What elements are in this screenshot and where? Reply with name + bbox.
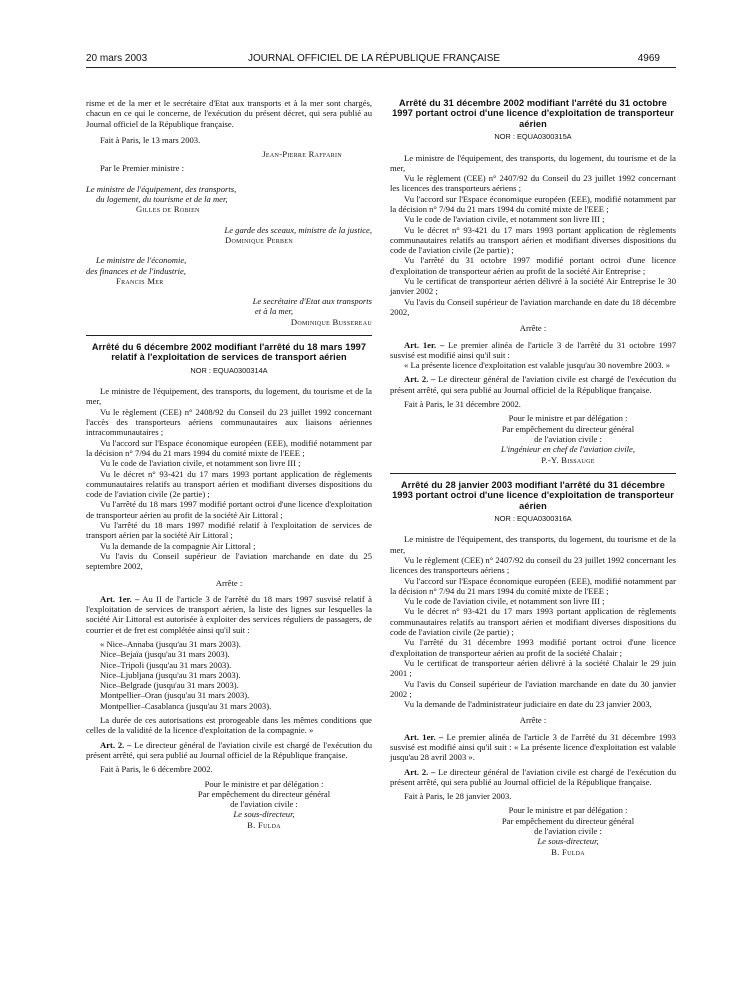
delegation-line: Pour le ministre et par délégation : — [204, 778, 324, 789]
route-item: Nice–Tripoli (jusqu'au 31 mars 2003). — [100, 659, 232, 670]
visa-5: Vu le décret n° 93-421 du 17 mars 1993 portant application de règlements communautaires relatifs au transport aérien et modifiant diverses dispositions du code de l'aviation civile (2e partie) ; — [390, 606, 676, 638]
visa-2: Vu le règlement (CEE) n° 2407/92 du Conseil du 23 juillet 1992 concernant les licences des transporteurs aériens ; — [390, 173, 676, 194]
minister-equip-title-1: Le ministre de l'équipement, des transports, — [86, 183, 237, 194]
delegation-line: Pour le ministre et par délégation : — [508, 805, 628, 816]
minister-equip-title-2: du logement, du tourisme et de la mer, — [96, 194, 228, 205]
delegation-line: de l'aviation civile : — [534, 826, 602, 837]
visa-4: Vu le code de l'aviation civile, et notamment son livre III ; — [404, 214, 605, 225]
sec-name: Dominique Bussereau — [290, 316, 372, 327]
visa-6: Vu l'arrêté du 18 mars 1997 modifié portant octroi d'une licence d'exploitation de transporteur aérien au profit de la société Air Littoral ; — [86, 499, 372, 520]
justice-title: Le garde des sceaux, ministre de la justice, — [224, 224, 372, 235]
sec-title-1: Le secrétaire d'Etat aux transports — [252, 296, 372, 307]
visa-6: Vu l'arrêté du 31 décembre 1993 modifié portant octroi d'une licence d'exploitation de transporteur aérien au profit de la société Chalair ; — [390, 637, 676, 658]
article-2-label: Art. 2. – — [404, 374, 436, 385]
delegation-line: Par empêchement du directeur général — [501, 423, 635, 434]
delegation-line: de l'aviation civile : — [230, 799, 298, 810]
arrete-word: Arrête : — [215, 577, 243, 588]
header-rule — [86, 67, 676, 68]
route-item: Montpellier–Oran (jusqu'au 31 mars 2003). — [100, 690, 250, 701]
delegation-block — [390, 805, 676, 856]
route-item: Nice–Bejaïa (jusqu'au 31 mars 2003). — [100, 649, 230, 660]
left-column — [86, 98, 372, 830]
visa-1: Le ministre de l'équipement, des transports, du logement, du tourisme et de la mer, — [390, 534, 676, 555]
delegation-block — [86, 779, 372, 830]
delegation-role: Le sous-directeur, — [537, 836, 599, 847]
visa-3: Vu l'accord sur l'Espace économique européen (EEE), modifié notamment par la décision n° 7/94 du 21 mars 1994 du comité mixte de l'EEE ; — [86, 437, 372, 458]
article-1-quote: « La présente licence d'exploitation est valable jusqu'au 30 novembre 2003. » — [404, 360, 671, 371]
eco-name: Francis Mer — [116, 275, 164, 286]
visa-8: Vu la demande de la compagnie Air Littoral ; — [100, 540, 256, 551]
visa-8: Vu l'avis du Conseil supérieur de l'aviation marchande en date du 18 décembre 2002, — [390, 296, 676, 317]
justice-name: Dominique Perben — [225, 234, 293, 245]
visa-4: Vu le code de l'aviation civile, et notamment son livre III ; — [100, 458, 301, 469]
visa-2: Vu le règlement (CEE) n° 2407/92 du conseil du 23 juillet 1992 concernant les licences des transporteurs aériens ; — [390, 554, 676, 576]
visa-8: Vu l'avis du Conseil supérieur de l'aviation marchande en date du 30 janvier 2002 ; — [390, 678, 676, 699]
duration-clause: La durée de ces autorisations est prorogeable dans les mêmes conditions que celles de la validité de la licence d'exploitation de la compagnie. » — [86, 715, 372, 736]
route-item: « Nice–Annaba (jusqu'au 31 mars 2003). — [100, 638, 241, 649]
sec-title-2: et à la mer, — [254, 306, 294, 317]
delegation-block — [390, 413, 676, 464]
section-separator — [86, 335, 372, 336]
nor-reference: NOR : EQUA0300314A — [190, 365, 268, 375]
article-1-label: Art. 1er. – — [404, 731, 444, 742]
article-2-text: Le directeur général de l'aviation civile est chargé de l'exécution du présent arrêté, qui sera publié au Journal officiel de la République française. — [390, 766, 676, 787]
nor-reference: NOR : EQUA0300315A — [494, 132, 572, 142]
visa-9: Vu l'avis du Conseil supérieur de l'aviation marchande en date du 25 septembre 2002, — [86, 550, 372, 572]
pm-signature: Jean-Pierre Raffarin — [262, 149, 342, 160]
article-1-text: Le premier alinéa de l'article 3 de l'arrêté du 31 octobre 1997 susvisé est modifié ainsi qu'il suit : — [390, 339, 676, 360]
route-item: Nice–Ljubljana (jusqu'au 31 mars 2003). — [100, 669, 241, 680]
article-2-text: Le directeur général de l'aviation civile est chargé de l'exécution du présent arrêté, qui sera publié au Journal officiel de la République française. — [390, 374, 676, 395]
article-1-text: Le premier alinéa de l'article 3 de l'arrêté du 31 décembre 1993 susvisé est modifié ainsi qu'il suit : « La présente licence d'exploitation est valable jusqu'au 28 avril 2003 ». — [390, 731, 676, 763]
article-2-label: Art. 2. – — [100, 739, 132, 750]
visa-6: Vu l'arrêté du 31 octobre 1997 modifié portant octroi d'une licence d'exploitation de transporteur aérien au profit de la société Air Entreprise ; — [390, 255, 676, 276]
visa-9: Vu la demande de l'administrateur judiciaire en date du 23 janvier 2003, — [404, 699, 652, 710]
article-2 — [390, 767, 676, 788]
eco-title-1: Le ministre de l'économie, — [96, 255, 187, 266]
article-2-label: Art. 2. – — [404, 766, 436, 777]
visa-3: Vu l'accord sur l'Espace économique européen (EEE), modifié notamment par la décision n° 7/94 du 21 mars 1994 du comité mixte de l'EEE ; — [390, 575, 676, 596]
decree-continuation: risme et de la mer et le secrétaire d'Etat aux transports et à la mer sont chargés, chacun en ce qui le concerne, de l'exécution du présent décret, qui sera publié au Journal officiel de la République française. — [86, 98, 372, 129]
visa-7: Vu l'arrêté du 18 mars 1997 modifié relatif à l'exploitation de services de transport aérien par la société Air Littoral ; — [86, 520, 372, 541]
journal-title: JOURNAL OFFICIEL DE LA RÉPUBLIQUE FRANÇAISE — [247, 53, 501, 64]
header-date: 20 mars 2003 — [86, 53, 148, 64]
article-1 — [390, 732, 676, 763]
article-2-text: Le directeur général de l'aviation civile est chargé de l'exécution du présent arrêté, qui sera publié au Journal officiel de la République française. — [86, 739, 372, 760]
article-1 — [86, 594, 372, 635]
eco-title-2: des finances et de l'industrie, — [86, 265, 186, 276]
route-item: Nice–Belgrade (jusqu'au 31 mars 2003). — [100, 680, 239, 691]
arrete-title: Arrêté du 6 décembre 2002 modifiant l'arrêté du 18 mars 1997 relatif à l'exploitation de services de transport aérien — [91, 342, 367, 363]
arrete-done-at: Fait à Paris, le 31 décembre 2002. — [404, 399, 521, 410]
article-2 — [390, 374, 676, 395]
delegation-name: B. Fulda — [551, 846, 585, 857]
visa-1: Le ministre de l'équipement, des transports, du logement, du tourisme et de la mer, — [390, 152, 676, 173]
arrete-title: Arrêté du 31 décembre 2002 modifiant l'arrêté du 31 octobre 1997 portant octroi d'une licence d'exploitation de transporteur aérien — [392, 98, 674, 129]
article-1 — [390, 340, 676, 361]
article-1-text: Au II de l'article 3 de l'arrêté du 18 mars 1997 susvisé relatif à l'exploitation de services de transport aérien, la liste des lignes sur lesquelles la société Air Littoral est autorisée à exploiter des services réguliers de passagers, de courrier et de fret est complétée ainsi qu'il suit : — [86, 593, 372, 635]
minister-equip-name: Gilles de Robien — [136, 204, 200, 215]
route-item: Montpellier–Casablanca (jusqu'au 31 mars 2003). — [100, 700, 272, 711]
delegation-role: Le sous-directeur, — [233, 809, 295, 820]
visa-7: Vu le certificat de transporteur aérien délivré à la société Chalair le 29 juin 2001 ; — [390, 657, 676, 679]
delegation-line: Par empêchement du directeur général — [501, 815, 635, 826]
right-column — [390, 98, 676, 857]
delegation-name: B. Fulda — [247, 819, 281, 830]
arrete-word: Arrête : — [519, 323, 547, 334]
page-header — [0, 0, 748, 64]
arrete-word: Arrête : — [519, 715, 547, 726]
delegation-line: de l'aviation civile : — [534, 433, 602, 444]
delegation-role: L'ingénieur en chef de l'aviation civile, — [501, 444, 635, 455]
delegation-line: Pour le ministre et par délégation : — [508, 413, 628, 424]
by-pm-line: Par le Premier ministre : — [100, 163, 185, 174]
arrete-done-at: Fait à Paris, le 6 décembre 2002. — [100, 764, 213, 775]
visa-4: Vu le code de l'aviation civile, et notamment son livre III ; — [404, 596, 605, 607]
routes-list — [86, 639, 372, 711]
nor-reference: NOR : EQUA0300316A — [494, 514, 572, 524]
page-number: 4969 — [637, 53, 660, 64]
arrete-done-at: Fait à Paris, le 28 janvier 2003. — [404, 791, 512, 802]
delegation-name: P.-Y. Bissauge — [541, 454, 595, 465]
visa-1: Le ministre de l'équipement, des transports, du logement, du tourisme et de la mer, — [86, 386, 372, 407]
article-2 — [86, 740, 372, 761]
decree-done-at: Fait à Paris, le 13 mars 2003. — [100, 134, 201, 145]
visa-3: Vu l'accord sur l'Espace économique européen (EEE), modifié notamment par la décision n° 7/94 du 21 mars 1994 du comité mixte de l'EEE ; — [390, 193, 676, 214]
arrete-title: Arrêté du 28 janvier 2003 modifiant l'arrêté du 31 décembre 1993 portant octroi d'une licence d'exploitation de transporteur aérien — [392, 479, 674, 511]
visa-2: Vu le règlement (CEE) n° 2408/92 du Conseil du 23 juillet 1992 concernant l'accès des transporteurs aériens communautaires aux liaisons aériennes intracommunautaires ; — [86, 406, 372, 438]
delegation-line: Par empêchement du directeur général — [197, 788, 331, 799]
visa-7: Vu le certificat de transporteur aérien délivré à la société Air Entreprise le 30 janvier 2002 ; — [390, 276, 676, 297]
visa-5: Vu le décret n° 93-421 du 17 mars 1993 portant application de règlements communautaires relatifs au transport aérien et modifiant diverses dispositions du code de l'aviation civile (2e partie) ; — [86, 468, 372, 500]
section-separator — [390, 473, 676, 474]
article-1-label: Art. 1er. – — [404, 339, 445, 350]
visa-5: Vu le décret n° 93-421 du 17 mars 1993 portant application de règlements communautaires relatifs au transport aérien et modifiant diverses dispositions du code de l'aviation civile (2e partie) ; — [390, 224, 676, 256]
article-1-label: Art. 1er. – — [100, 593, 140, 604]
